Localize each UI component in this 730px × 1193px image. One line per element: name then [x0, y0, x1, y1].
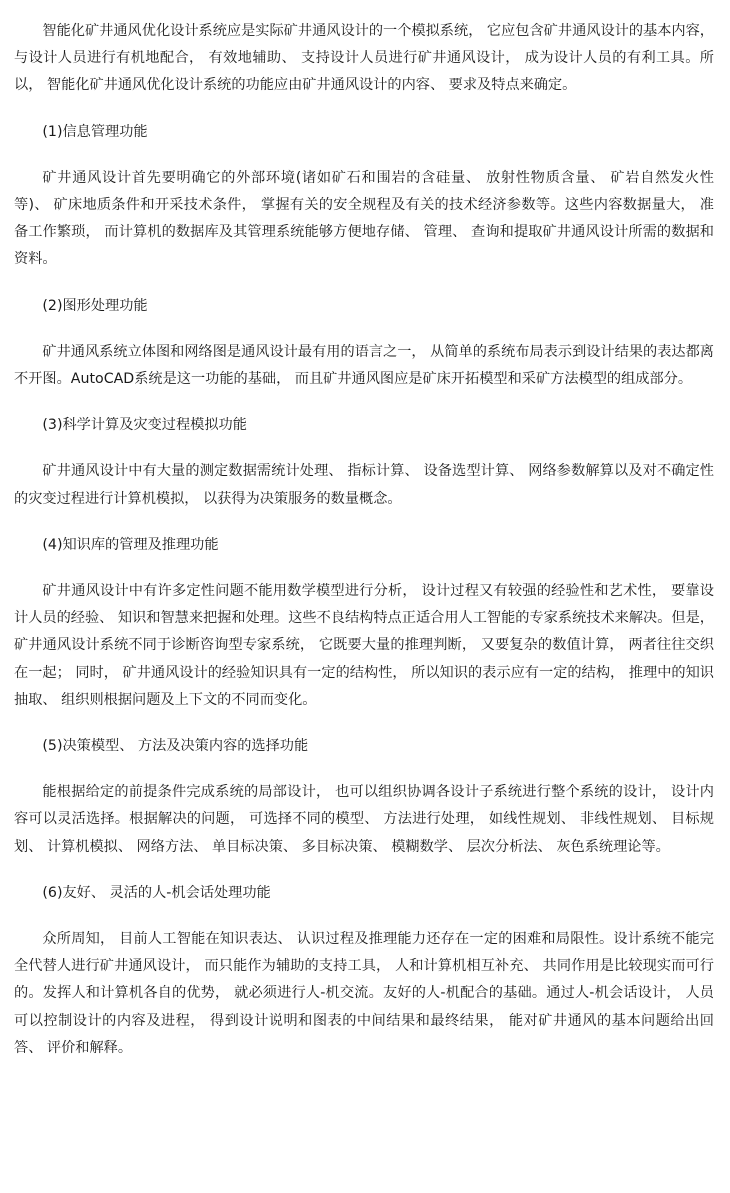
section-paragraph-2: 矿井通风系统立体图和网络图是通风设计最有用的语言之一， 从简单的系统布局表示到设计结果的表达都离不开图。AutoCAD系统是这一功能的基础， 而且矿井通风图应是矿床开拓模型和采矿方法模型的组成部分。 [14, 343, 714, 388]
section-heading-3: (3)科学计算及灾变过程模拟功能 [42, 417, 247, 434]
section-paragraph-3: 矿井通风设计中有大量的测定数据需统计处理、 指标计算、 设备选型计算、 网络参数解算以及对不确定性的灾变过程进行计算机模拟， 以获得为决策服务的数量概念。 [14, 463, 714, 507]
document-body [14, 18, 714, 1062]
section-heading-6: (6)友好、 灵活的人-机会话处理功能 [42, 884, 271, 901]
intro-paragraph: 智能化矿井通风优化设计系统应是实际矿井通风设计的一个模拟系统， 它应包含矿井通风设计的基本内容， 与设计人员进行有机地配合， 有效地辅助、 支持设计人员进行矿井通风设计， 成为设计人员的有利工具。所以， 智能化矿井通风优化设计系统的功能应由矿井通风设计的内容、 要求及特点来确定。 [14, 23, 714, 94]
section-paragraph-4: 矿井通风设计中有许多定性问题不能用数学模型进行分析， 设计过程又有较强的经验性和艺术性， 要靠设计人员的经验、 知识和智慧来把握和处理。这些不良结构特点正适合用人工智能的专家系统技术来解决。但是， 矿井通风设计系统不同于诊断咨询型专家系统， 它既要大量的推理判断， 又要复杂的数值计算， 两者往往交织在一起； 同时， 矿井通风设计的经验知识具有一定的结构性， 所以知识的表示应有一定的结构， 推理中的知识抽取、 组织则根据问题及上下文的不同而变化。 [14, 583, 714, 708]
section-paragraph-5: 能根据给定的前提条件完成系统的局部设计， 也可以组织协调各设计子系统进行整个系统的设计， 设计内容可以灵活选择。根据解决的问题， 可选择不同的模型、 方法进行处理， 如线性规划、 非线性规划、 目标规划、 计算机模拟、 网络方法、 单目标决策、 多目标决策、 模糊数学、 层次分析法、 灰色系统理论等。 [14, 784, 714, 855]
section-paragraph-1: 矿井通风设计首先要明确它的外部环境(诸如矿石和围岩的含硅量、 放射性物质含量、 矿岩自然发火性等)、 矿床地质条件和开采技术条件， 掌握有关的安全规程及有关的技术经济参数等。这些内容数据量大， 准备工作繁琐， 而计算机的数据库及其管理系统能够方便地存储、 管理、 查询和提取矿井通风设计所需的数据和资料。 [14, 169, 714, 268]
section-heading-1: (1)信息管理功能 [42, 123, 148, 140]
section-paragraph-6: 众所周知， 目前人工智能在知识表达、 认识过程及推理能力还存在一定的困难和局限性。设计系统不能完全代替人进行矿井通风设计， 而只能作为辅助的支持工具， 人和计算机相互补充、 共同作用是比较现实而可行的。发挥人和计算机各自的优势， 就必须进行人-机交流。友好的人-机配合的基础。通过人-机会话设计， 人员可以控制设计的内容及进程， 得到设计说明和图表的中间结果和最终结果， 能对矿井通风的基本问题给出回答、 评价和解释。 [14, 931, 714, 1056]
section-heading-2: (2)图形处理功能 [42, 297, 148, 314]
section-heading-5: (5)决策模型、 方法及决策内容的选择功能 [42, 738, 309, 755]
section-heading-4: (4)知识库的管理及推理功能 [42, 536, 219, 553]
